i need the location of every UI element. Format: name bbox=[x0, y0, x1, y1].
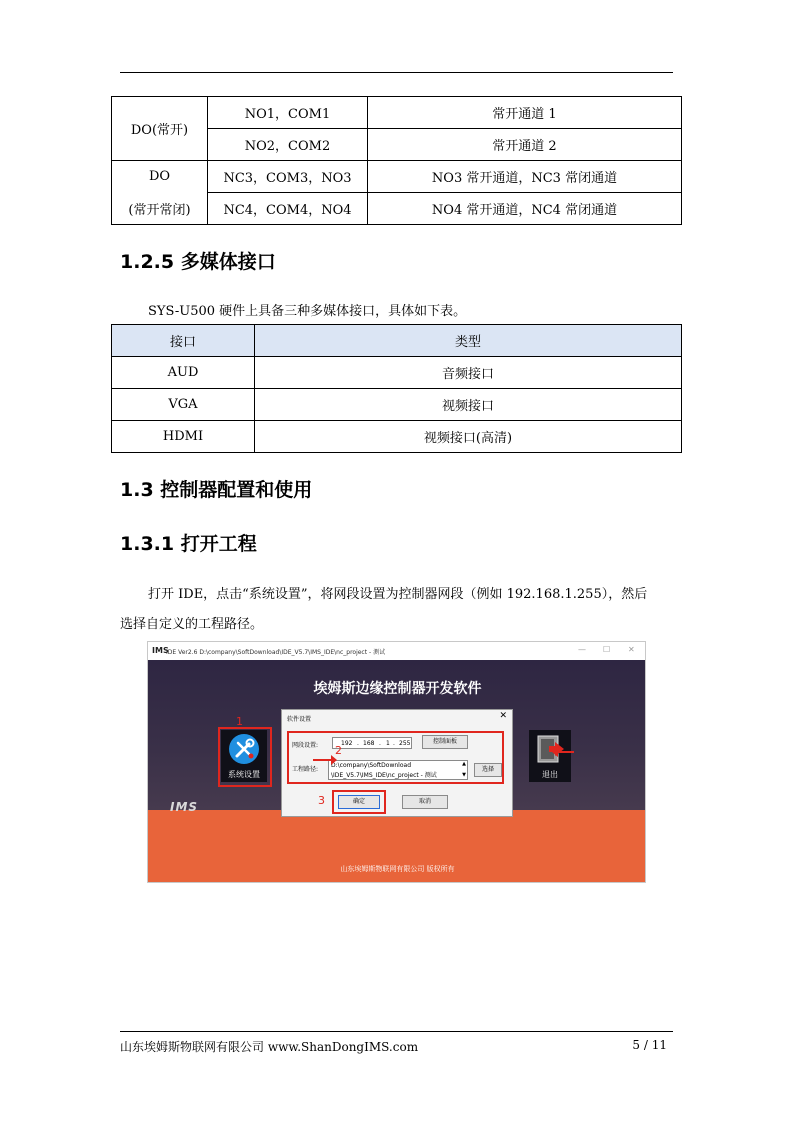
table-header-cell: 接口 bbox=[112, 325, 255, 357]
path-line-2: \IDE_V5.7\IMS_IDE\nc_project - 测试 bbox=[331, 772, 437, 779]
exit-door-icon bbox=[534, 733, 566, 765]
do-table bbox=[111, 96, 682, 225]
table-header-cell: 类型 bbox=[255, 325, 682, 357]
select-path-button[interactable]: 选择 bbox=[474, 763, 502, 777]
footer-rule bbox=[120, 1031, 673, 1032]
ip-octet-1: 192 bbox=[341, 740, 353, 747]
ims-brand-mark: IMS bbox=[170, 800, 199, 814]
path-line-1: D:\company\SoftDownload bbox=[331, 762, 412, 769]
table-cell: VGA bbox=[112, 389, 255, 421]
exit-tile[interactable] bbox=[529, 730, 571, 782]
exit-label: 退出 bbox=[542, 770, 558, 779]
minimize-icon[interactable]: — bbox=[578, 645, 586, 654]
open-project-para-line1: 打开 IDE，点击“系统设置”，将网段设置为控制器网段（例如 192.168.1.255），然后 bbox=[148, 587, 648, 602]
table-cell: NO3 常开通道，NC3 常闭通道 bbox=[368, 161, 682, 193]
table-header-row bbox=[112, 325, 682, 357]
section-heading-open-project: 1.3.1 打开工程 bbox=[120, 533, 257, 555]
window-titlebar bbox=[148, 642, 646, 660]
step-marker-3: 3 bbox=[318, 794, 325, 807]
ip-octet-2: 168 bbox=[363, 740, 375, 747]
table-row bbox=[112, 421, 682, 453]
section-heading-multimedia: 1.2.5 多媒体接口 bbox=[120, 251, 276, 273]
table-cell: DO(常开) bbox=[112, 97, 208, 161]
ims-logo-icon: IMS bbox=[152, 646, 169, 655]
control-panel-button[interactable]: 控制面板 bbox=[422, 735, 468, 749]
multimedia-intro: SYS-U500 硬件上具备三种多媒体接口，具体如下表。 bbox=[148, 304, 467, 319]
table-row bbox=[112, 161, 682, 193]
table-cell: 视频接口(高清) bbox=[255, 421, 682, 453]
multimedia-table bbox=[111, 324, 682, 453]
exit-annotation-arrow bbox=[558, 751, 574, 753]
table-row bbox=[112, 97, 682, 129]
maximize-icon[interactable]: ☐ bbox=[603, 645, 611, 654]
segment-label: 网段设置: bbox=[292, 742, 319, 749]
header-rule bbox=[120, 72, 673, 73]
ip-octet-3: 1 bbox=[386, 740, 390, 747]
step-marker-1: 1 bbox=[236, 715, 243, 728]
ip-separator: . bbox=[379, 740, 381, 747]
table-cell: 常开通道 2 bbox=[368, 129, 682, 161]
window-title: IDE Ver2.6 D:\company\SoftDownload\IDE_V5.7\IMS_IDE\nc_project - 测试 bbox=[166, 649, 386, 656]
close-icon[interactable]: ✕ bbox=[628, 645, 635, 654]
cancel-button[interactable]: 取消 bbox=[402, 795, 448, 809]
exit-annotation-arrowhead bbox=[552, 747, 558, 757]
dialog-title: 软件设置 bbox=[287, 716, 312, 723]
table-cell: 音频接口 bbox=[255, 357, 682, 389]
table-cell: NO1，COM1 bbox=[208, 97, 368, 129]
open-project-para-line2: 选择自定义的工程路径。 bbox=[120, 617, 264, 632]
highlight-box-1 bbox=[218, 727, 272, 787]
app-copyright: 山东埃姆斯物联网有限公司 版权所有 bbox=[340, 865, 455, 873]
section-heading-controller: 1.3 控制器配置和使用 bbox=[120, 479, 313, 501]
table-row bbox=[112, 193, 682, 225]
ide-screenshot bbox=[147, 641, 646, 883]
table-cell: (常开常闭) bbox=[112, 193, 208, 225]
table-cell: NO4 常开通道，NC4 常闭通道 bbox=[368, 193, 682, 225]
table-cell: HDMI bbox=[112, 421, 255, 453]
ok-button[interactable]: 确定 bbox=[338, 795, 380, 809]
table-cell: NC3，COM3，NO3 bbox=[208, 161, 368, 193]
annotation-arrowhead bbox=[331, 755, 337, 765]
path-label: 工程路径: bbox=[292, 766, 319, 773]
app-title: 埃姆斯边缘控制器开发软件 bbox=[313, 681, 482, 697]
system-settings-label: 系统设置 bbox=[228, 770, 260, 779]
table-cell: NC4，COM4，NO4 bbox=[208, 193, 368, 225]
table-row bbox=[112, 357, 682, 389]
highlight-box-3 bbox=[332, 790, 386, 814]
table-cell: NO2，COM2 bbox=[208, 129, 368, 161]
ip-octet-4: 255 bbox=[399, 740, 411, 747]
annotation-arrow bbox=[313, 759, 333, 761]
dialog-close-icon[interactable]: ✕ bbox=[499, 711, 507, 721]
footer-company: 山东埃姆斯物联网有限公司 www.ShanDongIMS.com bbox=[120, 1040, 419, 1054]
table-row bbox=[112, 389, 682, 421]
table-cell: DO bbox=[112, 161, 208, 193]
ip-separator: . bbox=[357, 740, 359, 747]
table-cell: 常开通道 1 bbox=[368, 97, 682, 129]
highlight-box-2 bbox=[287, 731, 504, 784]
step-marker-2: 2 bbox=[335, 744, 342, 757]
page-number: 5 / 11 bbox=[632, 1038, 667, 1052]
scroll-up-icon[interactable]: ▲ bbox=[462, 761, 466, 767]
scroll-down-icon[interactable]: ▼ bbox=[462, 772, 466, 778]
ip-separator: . bbox=[393, 740, 395, 747]
table-cell: AUD bbox=[112, 357, 255, 389]
table-cell: 视频接口 bbox=[255, 389, 682, 421]
